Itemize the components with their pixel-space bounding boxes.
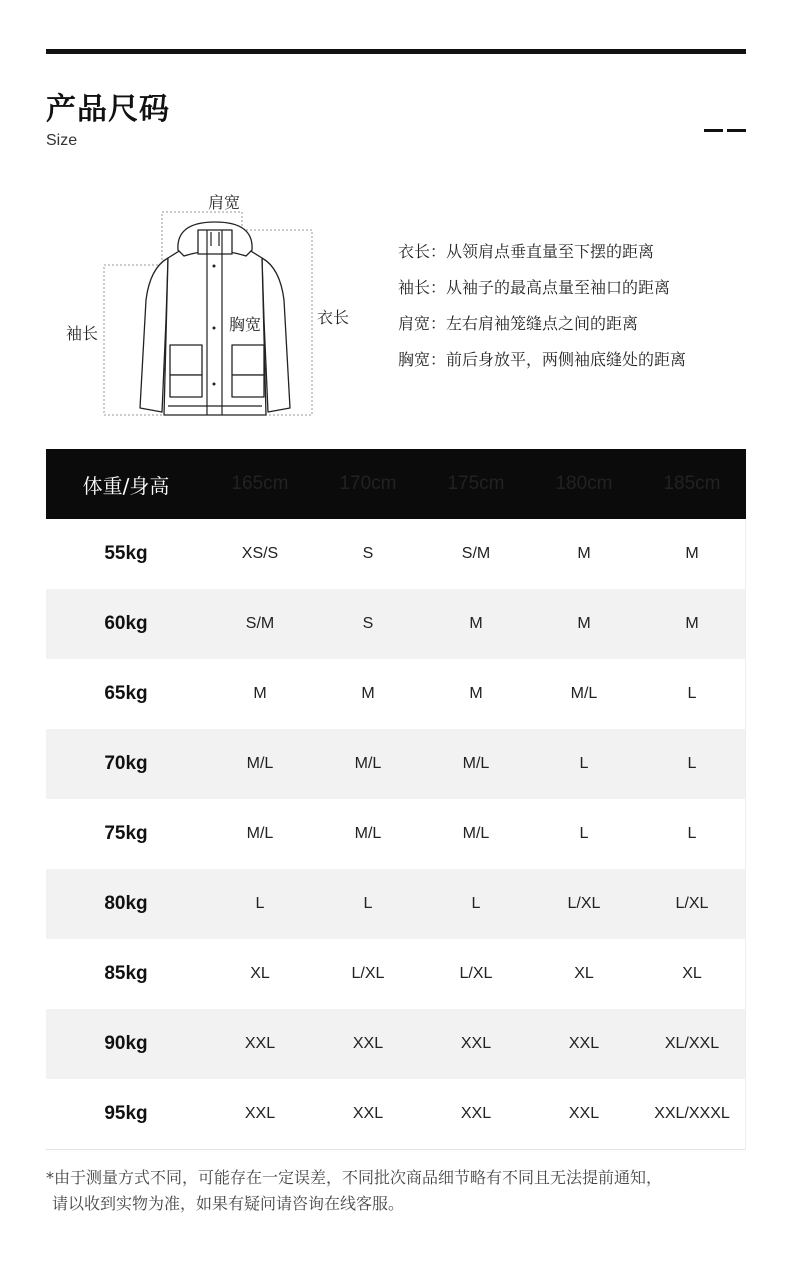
size-cell: M bbox=[253, 685, 267, 702]
measurement-legend bbox=[398, 238, 686, 382]
size-cell: M/L bbox=[354, 755, 382, 772]
size-cell: L bbox=[687, 825, 697, 842]
label-shoulder: 肩宽 bbox=[208, 193, 241, 212]
size-cell: XXL bbox=[460, 1035, 492, 1052]
table-row bbox=[46, 589, 746, 659]
size-cell: L bbox=[579, 825, 589, 842]
size-cell: XL bbox=[250, 965, 270, 982]
size-cell: XS/S bbox=[241, 545, 279, 562]
size-cell: L/XL bbox=[351, 965, 385, 982]
table-row bbox=[46, 799, 746, 869]
size-cell: XL/XXL bbox=[664, 1035, 720, 1052]
table-row bbox=[46, 1009, 746, 1079]
size-cell: M bbox=[361, 685, 375, 702]
size-cell: S bbox=[362, 545, 374, 562]
row-weight: 95kg bbox=[104, 1103, 148, 1124]
size-cell: XXL/XXXL bbox=[654, 1105, 730, 1122]
decor-dash bbox=[727, 129, 746, 132]
size-cell: XXL bbox=[244, 1035, 276, 1052]
decor-dash bbox=[704, 129, 723, 132]
size-cell: S bbox=[362, 615, 374, 632]
top-rule bbox=[46, 49, 746, 54]
table-row bbox=[46, 939, 746, 1009]
table-right-border bbox=[745, 519, 746, 1150]
legend-item-sleeve: 袖长：从袖子的最高点量至袖口的距离 bbox=[398, 278, 671, 297]
table-header bbox=[46, 449, 746, 519]
size-cell: M/L bbox=[246, 825, 274, 842]
size-cell: M/L bbox=[462, 755, 490, 772]
header-height: 175cm bbox=[447, 473, 505, 494]
table-bottom-border bbox=[46, 1149, 746, 1150]
size-cell: XL bbox=[682, 965, 702, 982]
table-row bbox=[46, 869, 746, 939]
table-row bbox=[46, 519, 746, 589]
page-title: 产品尺码 bbox=[46, 92, 170, 127]
size-cell: M bbox=[577, 615, 591, 632]
row-weight: 75kg bbox=[104, 823, 148, 844]
disclaimer-note bbox=[46, 1165, 662, 1217]
note-line-2: 请以收到实物为准，如果有疑问请咨询在线客服。 bbox=[52, 1194, 405, 1213]
header-height: 185cm bbox=[663, 473, 721, 494]
row-weight: 70kg bbox=[104, 753, 148, 774]
label-sleeve: 袖长 bbox=[66, 324, 99, 343]
size-cell: XXL bbox=[352, 1035, 384, 1052]
table-row bbox=[46, 729, 746, 799]
size-cell: S/M bbox=[245, 615, 275, 632]
size-cell: XXL bbox=[568, 1105, 600, 1122]
legend-item-length: 衣长：从领肩点垂直量至下摆的距离 bbox=[398, 242, 655, 261]
size-cell: XXL bbox=[244, 1105, 276, 1122]
size-table bbox=[46, 449, 746, 1149]
size-cell: L bbox=[471, 895, 481, 912]
size-cell: S/M bbox=[461, 545, 491, 562]
row-weight: 65kg bbox=[104, 683, 148, 704]
row-weight: 90kg bbox=[104, 1033, 148, 1054]
row-weight: 85kg bbox=[104, 963, 148, 984]
label-chest: 胸宽 bbox=[229, 315, 262, 334]
header-height: 180cm bbox=[555, 473, 613, 494]
row-weight: 80kg bbox=[104, 893, 148, 914]
size-cell: M/L bbox=[246, 755, 274, 772]
size-cell: L bbox=[363, 895, 373, 912]
size-cell: M/L bbox=[570, 685, 598, 702]
size-cell: M bbox=[685, 615, 699, 632]
size-cell: L/XL bbox=[459, 965, 493, 982]
size-cell: L/XL bbox=[567, 895, 601, 912]
size-cell: M bbox=[577, 545, 591, 562]
page-subtitle: Size bbox=[46, 132, 78, 149]
size-cell: XL bbox=[574, 965, 594, 982]
label-length: 衣长 bbox=[317, 308, 350, 327]
size-cell: L bbox=[579, 755, 589, 772]
size-cell: M/L bbox=[462, 825, 490, 842]
header-height: 170cm bbox=[339, 473, 397, 494]
size-cell: M bbox=[469, 615, 483, 632]
size-cell: XXL bbox=[460, 1105, 492, 1122]
size-cell: L bbox=[687, 685, 697, 702]
legend-item-chest: 胸宽：前后身放平，两侧袖底缝处的距离 bbox=[398, 350, 687, 369]
size-cell: M bbox=[685, 545, 699, 562]
legend-item-shoulder: 肩宽：左右肩袖笼缝点之间的距离 bbox=[398, 314, 639, 333]
table-row bbox=[46, 1079, 746, 1149]
size-cell: XXL bbox=[568, 1035, 600, 1052]
size-cell: XXL bbox=[352, 1105, 384, 1122]
header-height: 165cm bbox=[231, 473, 289, 494]
size-cell: L bbox=[255, 895, 265, 912]
size-cell: M/L bbox=[354, 825, 382, 842]
size-cell: L bbox=[687, 755, 697, 772]
row-weight: 60kg bbox=[104, 613, 148, 634]
size-cell: L/XL bbox=[675, 895, 709, 912]
row-weight: 55kg bbox=[104, 543, 148, 564]
size-cell: M bbox=[469, 685, 483, 702]
header-corner: 体重/身高 bbox=[82, 473, 170, 498]
table-row bbox=[46, 659, 746, 729]
note-line-1: *由于测量方式不同，可能存在一定误差，不同批次商品细节略有不同且无法提前通知， bbox=[46, 1168, 663, 1187]
